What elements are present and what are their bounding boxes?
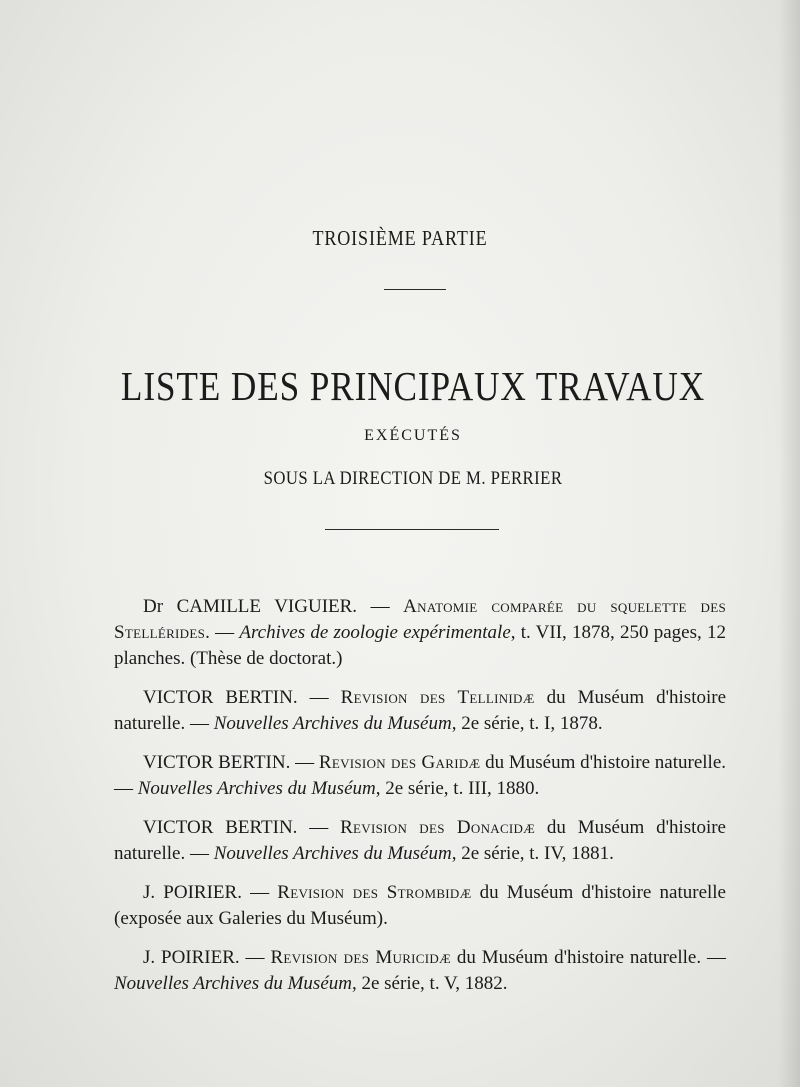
page-subtitle: EXÉCUTÉS xyxy=(364,427,462,444)
entry-title: Revision des Strombidæ xyxy=(277,882,472,903)
divider-rule-long xyxy=(325,529,499,530)
entry-journal: Nouvelles Archives du Muséum xyxy=(213,843,452,864)
direction-line: SOUS LA DIRECTION DE M. PERRIER xyxy=(263,468,563,489)
entry-text: du Muséum d'histoire naturelle. — xyxy=(114,752,727,799)
entry-text: . — xyxy=(205,622,240,643)
entry-journal: Nouvelles Archives du Muséum xyxy=(213,713,452,734)
entry-author: VICTOR BERTIN. xyxy=(143,817,298,838)
work-entry xyxy=(114,815,726,867)
entry-separator: — xyxy=(241,882,278,903)
page-title: LISTE DES PRINCIPAUX TRAVAUX xyxy=(120,363,706,409)
entry-text: du Muséum d'histoire naturelle (exposée aux Galeries du Muséum). xyxy=(114,882,726,929)
section-heading: TROISIÈME PARTIE xyxy=(312,226,488,250)
entry-text: du Muséum d'histoire naturelle. — xyxy=(114,687,727,734)
work-entry xyxy=(114,594,726,672)
entry-details: , 2e série, t. V, 1882. xyxy=(351,973,508,994)
entry-details: , t. VII, 1878, 250 pages, 12 planches. (Thèse de doctorat.) xyxy=(114,622,726,669)
work-entry xyxy=(114,750,726,802)
entry-author: VICTOR BERTIN. xyxy=(143,687,298,708)
entry-title: Revision des Muricidæ xyxy=(270,947,451,968)
entry-details: , 2e série, t. I, 1878. xyxy=(451,713,603,734)
entry-author: J. POIRIER. xyxy=(143,947,240,968)
entry-title: Revision des Garidæ xyxy=(318,752,481,773)
entry-separator: — xyxy=(239,947,271,968)
work-entry xyxy=(114,685,726,737)
entry-separator: — xyxy=(290,752,319,773)
entry-separator: — xyxy=(357,596,404,617)
entry-journal: Nouvelles Archives du Muséum xyxy=(137,778,376,799)
entry-title: Revision des Donacidæ xyxy=(340,817,536,838)
entry-title: Revision des Tellinidæ xyxy=(340,687,535,708)
entry-journal: Archives de zoologie expérimentale xyxy=(239,622,511,643)
work-entry xyxy=(114,945,726,997)
entry-author: Dr CAMILLE VIGUIER. xyxy=(143,596,358,617)
work-entry xyxy=(114,880,726,932)
entry-author: VICTOR BERTIN. xyxy=(143,752,291,773)
entry-journal: Nouvelles Archives du Muséum xyxy=(114,973,352,994)
entry-separator: — xyxy=(297,817,341,838)
entry-details: , 2e série, t. III, 1880. xyxy=(375,778,540,799)
entry-text: du Muséum d'histoire naturelle. — xyxy=(450,947,726,968)
entry-author: J. POIRIER. xyxy=(143,882,242,903)
divider-rule-short xyxy=(384,289,446,290)
entry-title: Anatomie comparée du squelette des Stellérides xyxy=(114,596,726,643)
entry-details: , 2e série, t. IV, 1881. xyxy=(451,843,614,864)
works-list xyxy=(114,594,726,1010)
entry-text: du Muséum d'histoire naturelle. — xyxy=(114,817,726,864)
entry-separator: — xyxy=(297,687,341,708)
